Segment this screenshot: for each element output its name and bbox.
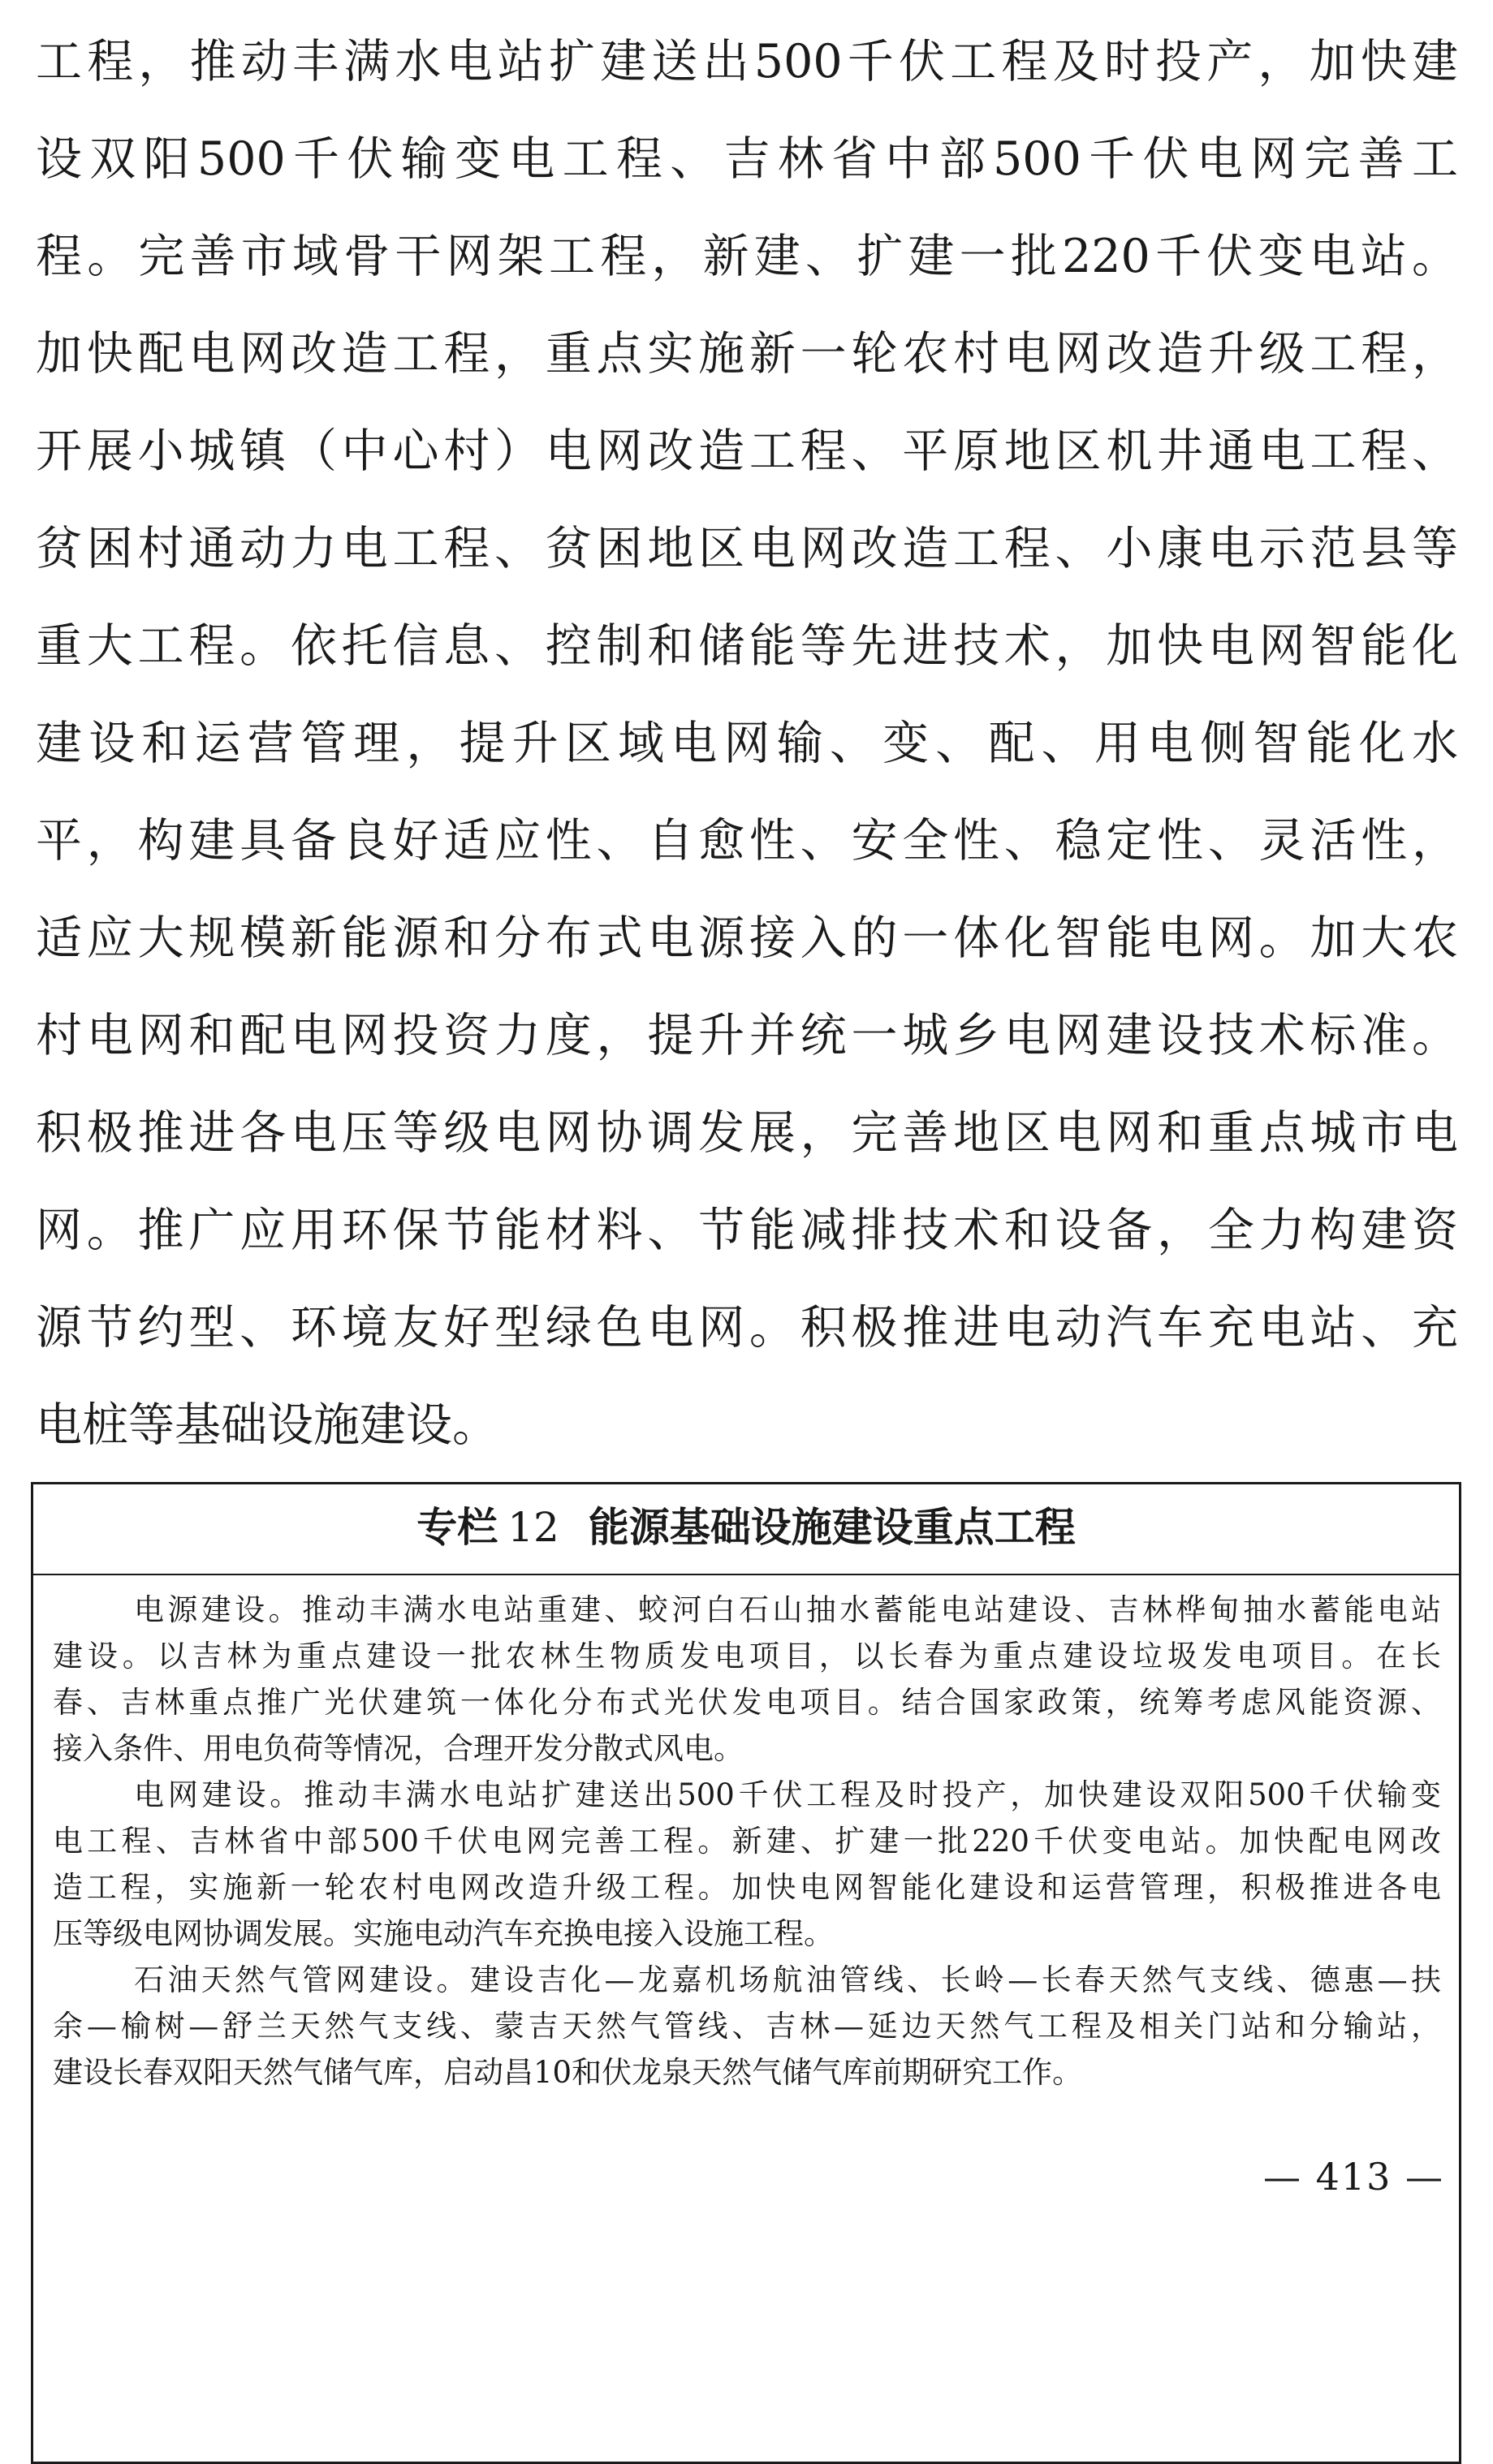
paragraph-line: 适应大规模新能源和分布式电源接入的一体化智能电网。加大农	[36, 911, 1458, 965]
paragraph-line: 设双阳500千伏输变电工程、吉林省中部500千伏电网完善工	[36, 132, 1458, 186]
box-line: 电工程、吉林省中部500千伏电网完善工程。新建、扩建一批220千伏变电站。加快配电网改	[53, 1824, 1441, 1859]
box-line: 建设。以吉林为重点建设一批农林生物质发电项目，以长春为重点建设垃圾发电项目。在长	[53, 1639, 1441, 1674]
column-number: 12	[507, 1504, 559, 1551]
box-line	[53, 1957, 1441, 2003]
paragraph-line: 电桩等基础设施建设。	[36, 1398, 498, 1452]
column-box-title	[33, 1484, 1459, 1575]
box-line: 接入条件、用电负荷等情况，合理开发分散式风电。	[53, 1731, 744, 1766]
box-text: 推动丰满水电站扩建送出500千伏工程及时投产，加快建设双阳500千伏输变	[304, 1777, 1441, 1812]
box-text: 推动丰满水电站重建、蛟河白石山抽水蓄能电站建设、吉林桦甸抽水蓄能电站	[301, 1592, 1442, 1627]
box-line: 压等级电网协调发展。实施电动汽车充换电接入设施工程。	[53, 1916, 834, 1951]
box-line	[53, 1772, 1441, 1818]
paragraph-line: 贫困村通动力电工程、贫困地区电网改造工程、小康电示范县等	[36, 522, 1458, 575]
box-line	[53, 1587, 1441, 1633]
paragraph-line: 加快配电网改造工程，重点实施新一轮农村电网改造升级工程，	[36, 327, 1458, 381]
box-text: 建设吉化—龙嘉机场航油管线、长岭—长春天然气支线、德惠—扶	[469, 1962, 1442, 1997]
column-box-body	[53, 1587, 1441, 2096]
paragraph-line: 平，构建具备良好适应性、自愈性、安全性、稳定性、灵活性，	[36, 814, 1458, 868]
paragraph-line: 程。完善市域骨干网架工程，新建、扩建一批220千伏变电站。	[36, 230, 1458, 283]
paragraph-line: 重大工程。依托信息、控制和储能等先进技术，加快电网智能化	[36, 619, 1458, 673]
column-label: 专栏	[416, 1504, 498, 1551]
page-number: — 413 —	[1262, 2155, 1444, 2199]
box-line: 余—榆树—舒兰天然气支线、蒙吉天然气管线、吉林—延边天然气工程及相关门站和分输站，	[53, 2009, 1441, 2044]
box-line: 春、吉林重点推广光伏建筑一体化分布式光伏发电项目。结合国家政策，统筹考虑风能资源、	[53, 1685, 1441, 1720]
box-line: 建设长春双阳天然气储气库，启动昌10和伏龙泉天然气储气库前期研究工作。	[53, 2055, 1083, 2090]
box-line: 造工程，实施新一轮农村电网改造升级工程。加快电网智能化建设和运营管理，积极推进各电	[53, 1870, 1441, 1905]
paragraph-line: 积极推进各电压等级电网协调发展，完善地区电网和重点城市电	[36, 1106, 1458, 1160]
section-heading-grid: 电网建设。	[134, 1777, 304, 1812]
paragraph-line: 工程，推动丰满水电站扩建送出500千伏工程及时投产，加快建	[36, 35, 1458, 88]
column-box	[31, 1482, 1461, 2464]
paragraph-line: 源节约型、环境友好型绿色电网。积极推进电动汽车充电站、充	[36, 1301, 1458, 1355]
column-title: 能源基础设施建设重点工程	[588, 1504, 1076, 1551]
section-heading-power: 电源建设。	[134, 1592, 302, 1627]
paragraph-line: 村电网和配电网投资力度，提升并统一城乡电网建设技术标准。	[36, 1009, 1458, 1062]
paragraph-line: 网。推广应用环保节能材料、节能减排技术和设备，全力构建资	[36, 1204, 1458, 1257]
paragraph-line: 开展小城镇（中心村）电网改造工程、平原地区机井通电工程、	[36, 424, 1458, 478]
paragraph-line: 建设和运营管理，提升区域电网输、变、配、用电侧智能化水	[36, 717, 1458, 770]
section-heading-pipeline: 石油天然气管网建设。	[134, 1962, 470, 1997]
main-paragraph	[36, 29, 1458, 1490]
